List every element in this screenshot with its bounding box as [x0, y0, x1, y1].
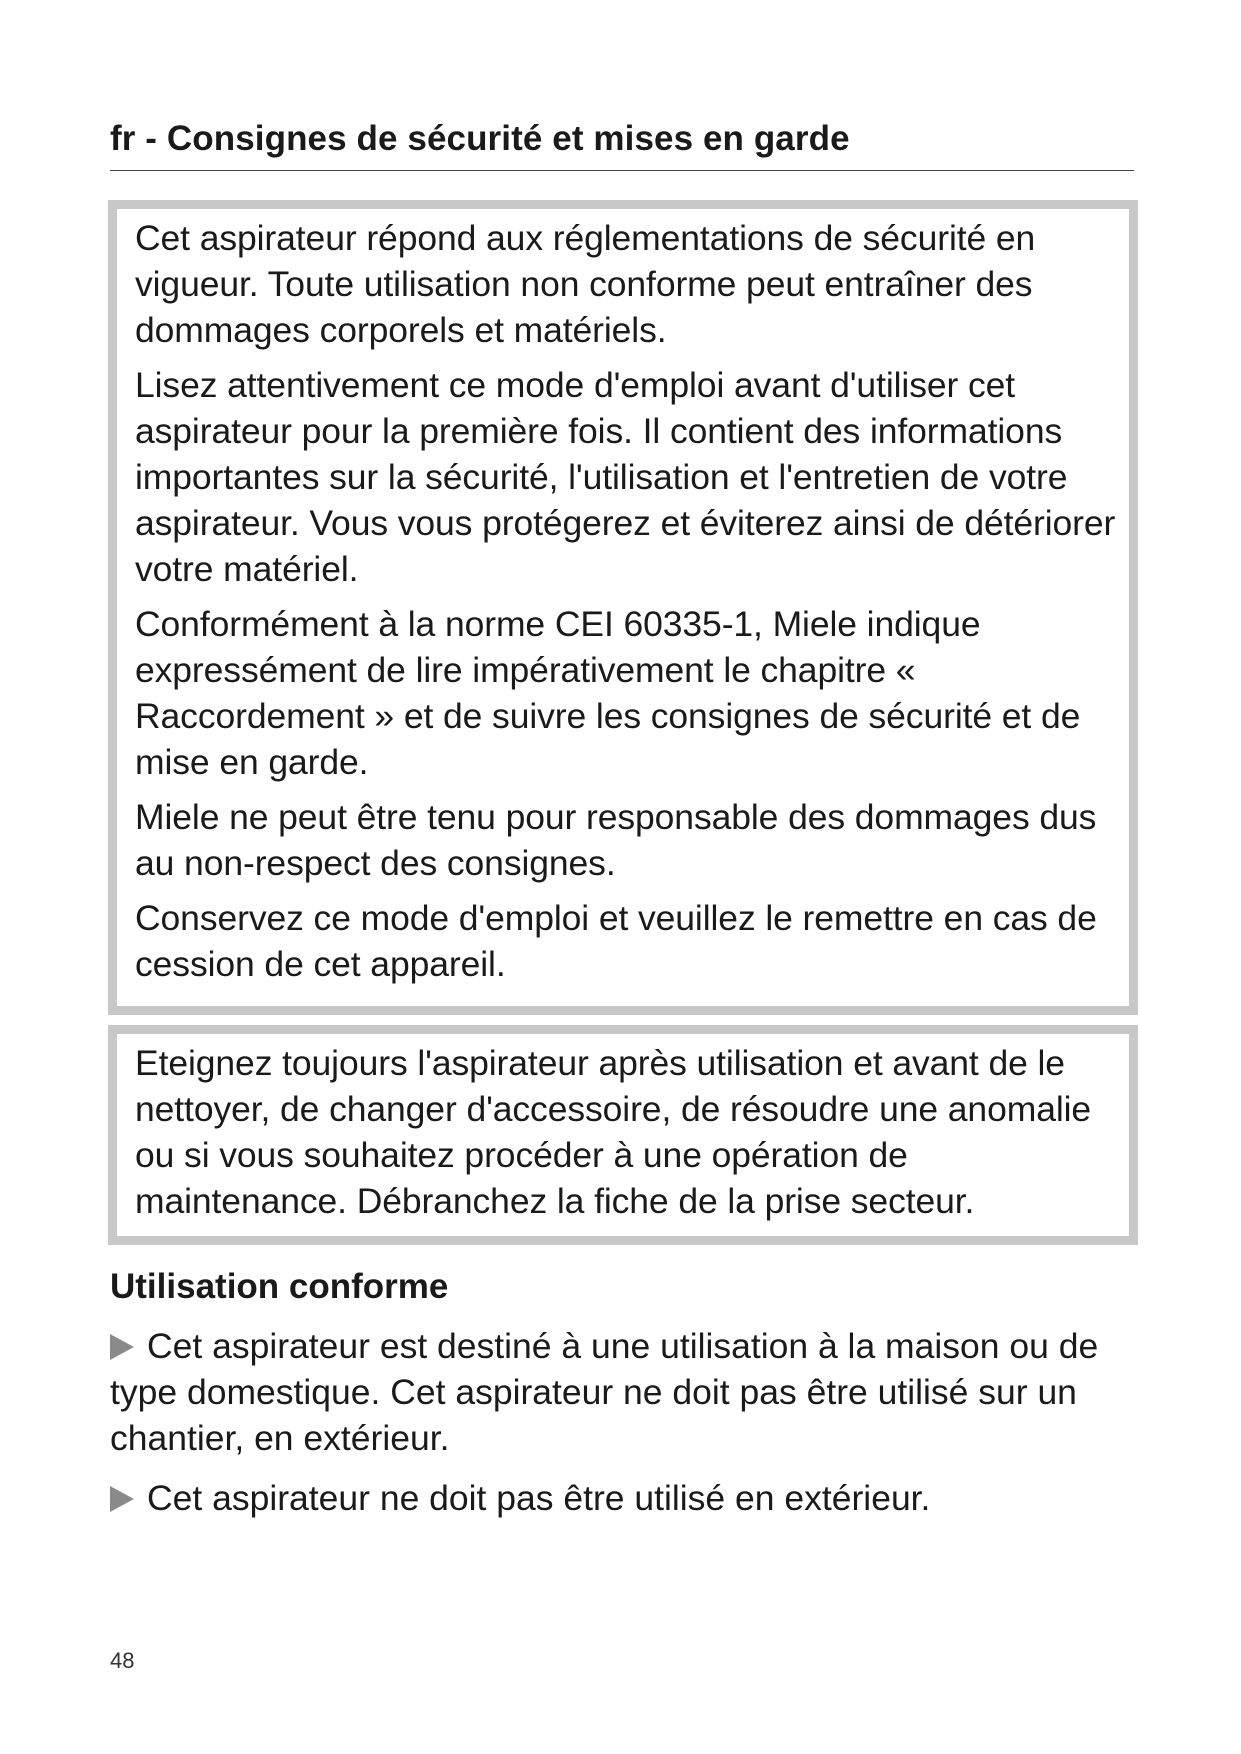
section-title: Utilisation conforme — [110, 1267, 449, 1306]
safety-notice-box — [108, 200, 1138, 1015]
list-item — [110, 1323, 1140, 1461]
safety-paragraph-2: Lisez attentivement ce mode d'emploi avant d'utiliser cet aspirateur pour la première fois. Il contient des informations importantes sur la sécurité, l'utilisation et l'entretien de votre aspirateur. Vous vous protégerez et éviterez ainsi de détériorer votre matériel. — [135, 365, 1116, 589]
safety-paragraph-5: Conservez ce mode d'emploi et veuillez le remettre en cas de cession de cet appareil. — [135, 898, 1097, 984]
triangle-arrow-icon — [110, 1486, 134, 1512]
safety-paragraph-3: Conformément à la norme CEI 60335-1, Miele indique expressément de lire impérativement le chapitre « Raccordement » et de suivre les consignes de sécurité et de mise en garde. — [135, 604, 1081, 782]
page-header — [110, 118, 1134, 171]
warning-notice-box — [108, 1025, 1138, 1245]
safety-paragraph-4: Miele ne peut être tenu pour responsable des dommages dus au non-respect des consignes. — [135, 797, 1097, 883]
triangle-arrow-icon — [110, 1334, 134, 1360]
safety-paragraph-1: Cet aspirateur répond aux réglementations de sécurité en vigueur. Toute utilisation non conforme peut entraîner des dommages corporels et matériels. — [135, 218, 1036, 350]
list-item-text: Cet aspirateur ne doit pas être utilisé en extérieur. — [147, 1478, 931, 1518]
list-item — [110, 1475, 1140, 1521]
usage-list — [110, 1323, 1140, 1535]
page-title: fr - Consignes de sécurité et mises en garde — [110, 119, 850, 158]
warning-paragraph: Eteignez toujours l'aspirateur après utilisation et avant de le nettoyer, de changer d'accessoire, de résoudre une anomalie ou si vous souhaitez procéder à une opération de maintenance. Débranchez la fiche de la prise secteur. — [135, 1043, 1092, 1221]
page-number: 48 — [110, 1648, 135, 1673]
list-item-text: Cet aspirateur est destiné à une utilisation à la maison ou de type domestique. Cet aspirateur ne doit pas être utilisé sur un chantier, en extérieur. — [110, 1326, 1099, 1458]
